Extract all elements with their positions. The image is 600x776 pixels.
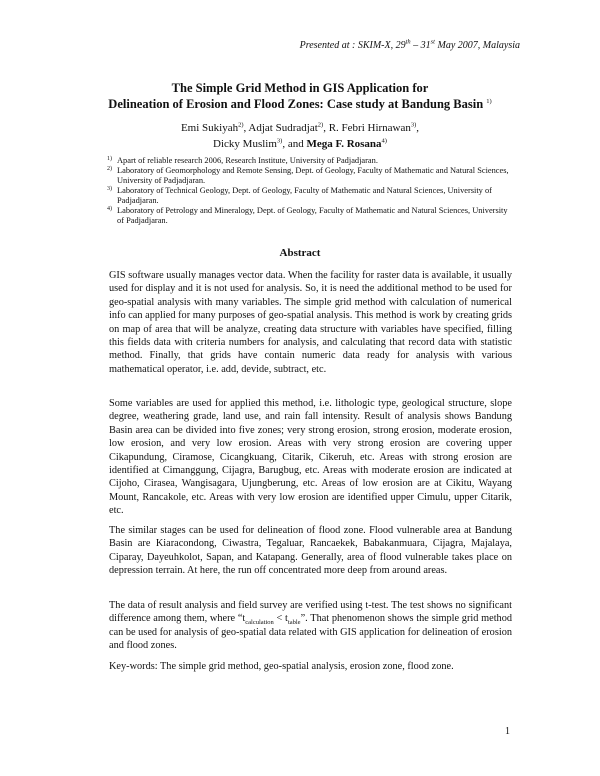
- subscript-table: table: [287, 619, 301, 627]
- affiliations: [107, 156, 511, 226]
- header-sup-th: th: [405, 38, 411, 46]
- title-footnote-mark: 1): [486, 97, 492, 105]
- affiliation-2: 2) Laboratory of Geomorphology and Remote Sensing, Dept. of Geology, Faculty of Mathematic and Natural Sciences, University of Padjadjaran.: [107, 166, 509, 185]
- authors-line-1: Emi Sukiyah$^{2)}$, Adjat Sudradjat$^{2)}$, R. Febri Hirnawan$^{3)}$,: [180, 121, 420, 134]
- abstract-paragraph-3: The similar stages can be used for delineation of flood zone. Flood vulnerable area at Bandung Basin are Kiaracondong, Ciwastra, Tegaluar, Rancaekek, Babakanmuara, Cijagra, Majalaya, Ciparay, Dayeuhkolot, Sapan, and Katapang. Generally, area of flood vulnerable takes place on depression terrain. At here, the run off concentrated more deep from around areas.: [109, 525, 512, 577]
- page-number: 1: [505, 726, 510, 737]
- abstract-paragraph-1: GIS software usually manages vector data. When the facility for raster data is available, it usually used for display and it is not used for analysis. So, it is need the additional method to be used for geo-spatial analysis with many variables. The simple grid method with calculation of numerical info can applied for many purposes of geo-spatial analysis. This method is work by creating grids on map of area that will be analyze, creating data structure with variables have specified, filling this fields data with criteria numbers for analysis, and calculating that record data with statistic method. Finally, that grids have contain numeric data ready for analysis with various mathematical operator, i.e. add, devide, subtract, etc.: [109, 270, 512, 375]
- abstract-heading: Abstract: [279, 247, 321, 259]
- corresponding-author: Mega F. Rosana: [306, 138, 382, 150]
- abstract-paragraph-2: Some variables are used for applied this method, i.e. lithologic type, geological structure, slope degree, weathering grade, land use, and rain fall intensity. Result of analysis shows Bandung Basin area can be divided into five zones; very strong erosion, strong erosion, moderate erosion, low erosion, and very low erosion. Areas with very strong erosion are covering upper Cikapundung, Ciramose, Cicangkuang, Citarik, Cikeruh, etc. Areas with strong erosion are identified at Cimanggung, Cijagra, Barugbug, etc. Areas with moderate erosion are indicated at Cijoho, Cirasea, Wangisagara, Ujungberung, etc. Areas of low erosion are at Cikitu, Wayang Mount, Rancakole, etc. Areas with very low erosion are identified upper Cimulu, upper Citarik, etc.: [109, 398, 512, 517]
- affiliation-4: 4) Laboratory of Petrology and Mineralogy, Dept. of Geology, Faculty of Mathematic and Natural Sciences, University of Padjadjaran.: [107, 206, 508, 225]
- abstract-paragraph-4: The data of result analysis and field survey are verified using t-test. The test shows no significant difference among them, where “$t_{calculation} < t_{table}$”. That phenomenon shows the simple grid method can be used for analysis of geo-spatial data related with GIS application for delineation of erosion and flood zones.: [109, 600, 513, 652]
- conference-header: Presented at : SKIM-X, 29th – 31st May 2007, Malaysia: [299, 38, 520, 51]
- subscript-calculation: calculation: [245, 619, 274, 627]
- keywords: Key-words: The simple grid method, geo-spatial analysis, erosion zone, flood zone.: [109, 661, 454, 672]
- header-sup-st: st: [430, 38, 435, 46]
- title-line-1: The Simple Grid Method in GIS Application for: [171, 81, 429, 95]
- affiliation-3: 3) Laboratory of Technical Geology, Dept. of Geology, Faculty of Mathematic and Natural Sciences, University of Padjadjaran.: [107, 186, 492, 205]
- title-line-2: Delineation of Erosion and Flood Zones: Case study at Bandung Basin $^{1)}$: [108, 97, 492, 111]
- authors-line-2: Dicky Muslim$^{3)}$, and Mega F. Rosana$^{4)}$: [213, 137, 387, 150]
- affiliation-1: 1) Apart of reliable research 2006, Research Institute, University of Padjadjaran.: [107, 156, 378, 165]
- author-list: [40, 120, 560, 152]
- paper-title: [40, 80, 560, 112]
